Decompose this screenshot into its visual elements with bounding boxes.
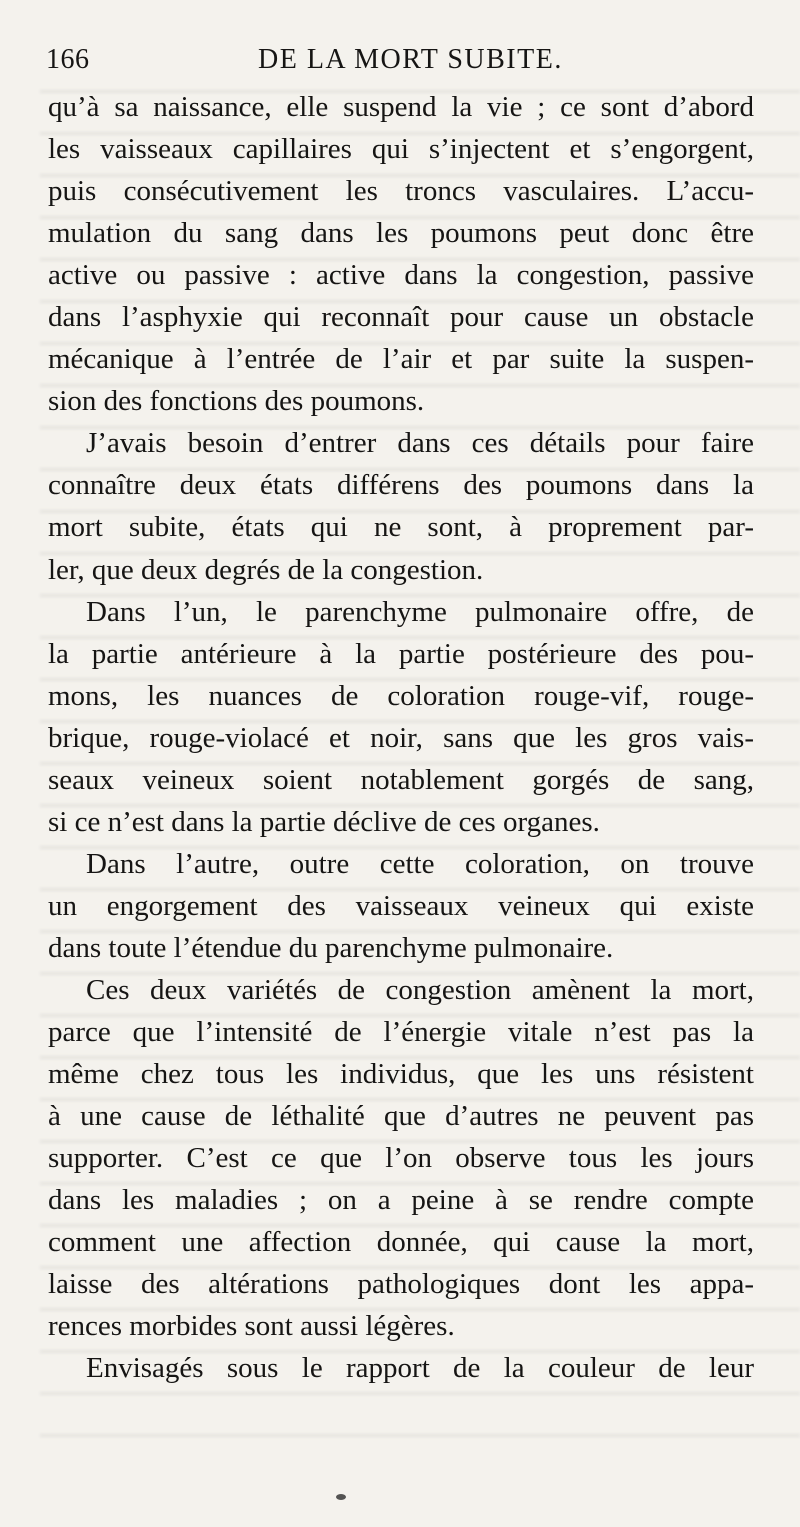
text-line: dans les maladies ; on a peine à se rendre compte — [48, 1184, 754, 1217]
text-line: mons, les nuances de coloration rouge-vif, rouge- — [48, 679, 754, 712]
text-line: mécanique à l’entrée de l’air et par suite la suspen- — [48, 343, 754, 376]
text-line: Ces deux variétés de congestion amènent la mort, — [86, 973, 754, 1006]
text-line: Dans l’autre, outre cette coloration, on trouve — [86, 847, 754, 880]
text-line: dans l’asphyxie qui reconnaît pour cause un obstacle — [48, 301, 754, 334]
text-line: ler, que deux degrés de la congestion. — [48, 553, 484, 586]
text-line: Dans l’un, le parenchyme pulmonaire offre, de — [86, 595, 754, 628]
text-line: connaître deux états différens des poumons dans la — [48, 469, 754, 502]
text-line: sion des fonctions des poumons. — [48, 385, 425, 418]
text-line: laisse des altérations pathologiques dont les appa- — [48, 1268, 754, 1301]
text-line: supporter. C’est ce que l’on observe tous les jours — [48, 1142, 754, 1175]
page-number: 166 — [46, 44, 90, 75]
text-line: la partie antérieure à la partie postérieure des pou- — [48, 637, 754, 670]
text-line: qu’à sa naissance, elle suspend la vie ; ce sont d’abord — [48, 91, 754, 123]
text-line: puis consécutivement les troncs vasculaires. L’accu- — [48, 175, 754, 208]
text-line: brique, rouge-violacé et noir, sans que les gros vais- — [48, 721, 754, 754]
text-line: active ou passive : active dans la congestion, passive — [48, 259, 754, 292]
text-line: rences morbides sont aussi légères. — [48, 1310, 455, 1343]
text-line: parce que l’intensité de l’énergie vitale n’est pas la — [48, 1016, 754, 1049]
text-line: Envisagés sous le rapport de la couleur de leur — [86, 1352, 754, 1385]
text-line: les vaisseaux capillaires qui s’injectent et s’engorgent, — [48, 133, 754, 166]
ink-speck — [336, 1494, 346, 1500]
text-line: mort subite, états qui ne sont, à proprement par- — [48, 511, 754, 544]
body-text — [48, 86, 754, 1389]
text-line: mulation du sang dans les poumons peut donc être — [48, 217, 754, 250]
text-line: J’avais besoin d’entrer dans ces détails pour faire — [86, 427, 754, 460]
page-header — [46, 44, 756, 80]
text-line: si ce n’est dans la partie déclive de ces organes. — [48, 805, 600, 838]
text-line: dans toute l’étendue du parenchyme pulmonaire. — [48, 931, 614, 964]
text-line: comment une affection donnée, qui cause la mort, — [48, 1226, 754, 1259]
text-line: un engorgement des vaisseaux veineux qui existe — [48, 889, 754, 922]
text-line: seaux veineux soient notablement gorgés de sang, — [48, 763, 754, 796]
text-line: même chez tous les individus, que les uns résistent — [48, 1058, 754, 1091]
running-title: DE LA MORT SUBITE. — [258, 44, 563, 75]
text-line: à une cause de léthalité que d’autres ne peuvent pas — [48, 1100, 754, 1133]
